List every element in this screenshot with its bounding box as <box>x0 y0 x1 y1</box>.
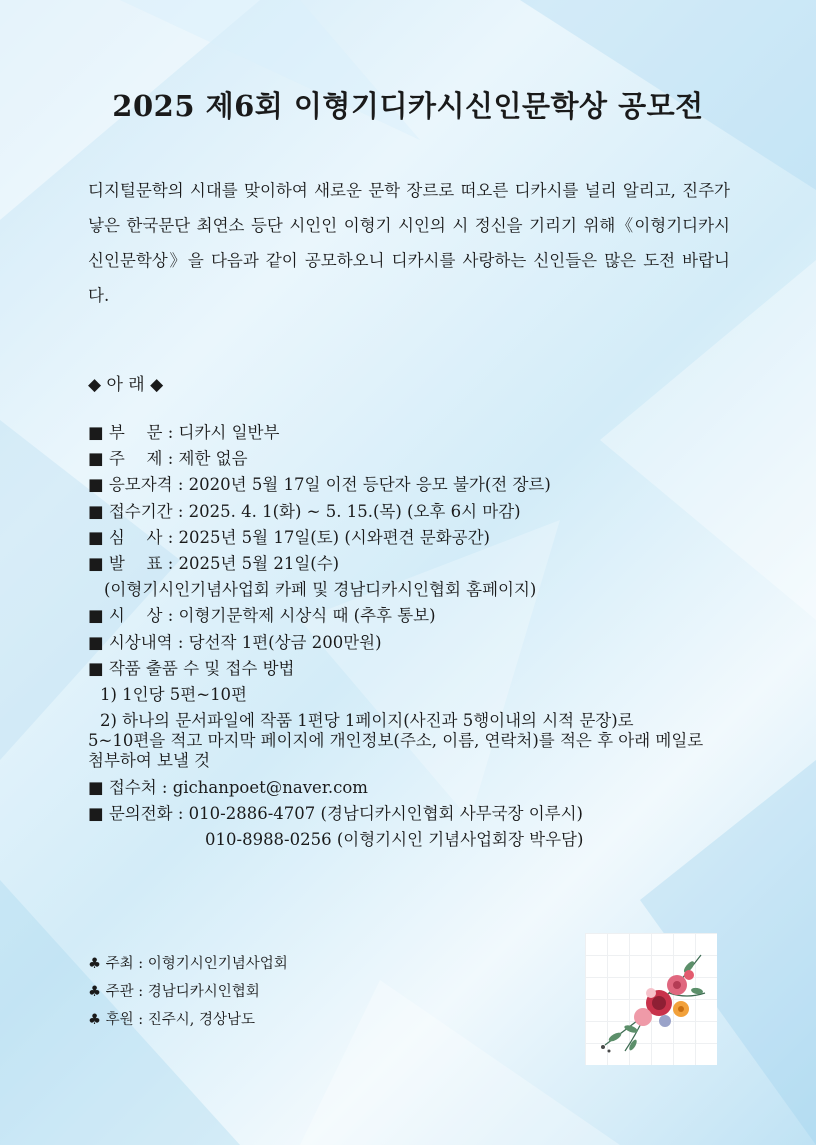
prize-item: ■ 시상내역 : 당선작 1편(상금 200만원) <box>88 632 382 652</box>
sponsor-item: ♣ 후원 : 진주시, 경상남도 <box>88 1012 255 1028</box>
flower-illustration <box>585 933 717 1065</box>
theme-item: ■ 주 제 : 제한 없음 <box>88 449 248 469</box>
contact-item-1: ■ 문의전화 : 010-2886-4707 (경남디카시인협회 사무국장 이루시) <box>88 804 583 824</box>
notice-heading: ◆ 아 래 ◆ <box>88 375 164 395</box>
method-step-1: 1) 1인당 5편~10편 <box>100 684 247 704</box>
announcement-note: (이형기시인기념사업회 카페 및 경남디카시인협회 홈페이지) <box>104 580 537 600</box>
notice-list <box>88 420 748 854</box>
method-step-2 <box>88 708 720 775</box>
intro-paragraph: 디지털문학의 시대를 맞이하여 새로운 문학 장르로 떠오른 디카시를 널리 알리고, 진주가 낳은 한국문단 최연소 등단 시인인 이형기 시인의 시 정신을 기리기 위해《이형기디카시신인문학상》을 다음과 같이 공모하오니 디카시를 사랑하는 신인들은 많은 도전 바랍니다. <box>88 181 730 305</box>
submit-email-item: ■ 접수처 : gichanpoet@naver.com <box>88 778 368 798</box>
organizer-item: ♣ 주관 : 경남디카시인협회 <box>88 984 260 1000</box>
method-heading: ■ 작품 출품 수 및 접수 방법 <box>88 658 295 678</box>
judging-item: ■ 심 사 : 2025년 5월 17일(토) (시와편견 문화공간) <box>88 527 490 547</box>
category-item: ■ 부 문 : 디카시 일반부 <box>88 423 280 442</box>
page-title: 2025 제6회 이형기디카시신인문학상 공모전 <box>112 89 704 123</box>
eligibility-item: ■ 응모자격 : 2020년 5월 17일 이전 등단자 응모 불가(전 장르) <box>88 475 551 495</box>
footer-credits <box>88 950 288 1034</box>
host-item: ♣ 주최 : 이형기시인기념사업회 <box>88 956 288 972</box>
award-ceremony-item: ■ 시 상 : 이형기문학제 시상식 때 (추후 통보) <box>88 606 436 626</box>
contact-item-2: 010-8988-0256 (이형기시인 기념사업회장 박우담) <box>205 830 584 850</box>
announcement-item: ■ 발 표 : 2025년 5월 21일(수) <box>88 553 340 573</box>
period-item: ■ 접수기간 : 2025. 4. 1(화) ~ 5. 15.(목) (오후 6시 마감) <box>88 501 521 521</box>
method-step-2-rest: 5~10편을 적고 마지막 페이지에 개인정보(주소, 이름, 연락처)를 적은 후 아래 메일로 첨부하여 보낼 것 <box>88 731 704 771</box>
flower-bouquet-image <box>585 933 717 1065</box>
method-step-2-lead: 2) 하나의 문서파일에 작품 1편당 1페이지(사진과 5행이내의 시적 문장)로 <box>100 711 634 731</box>
